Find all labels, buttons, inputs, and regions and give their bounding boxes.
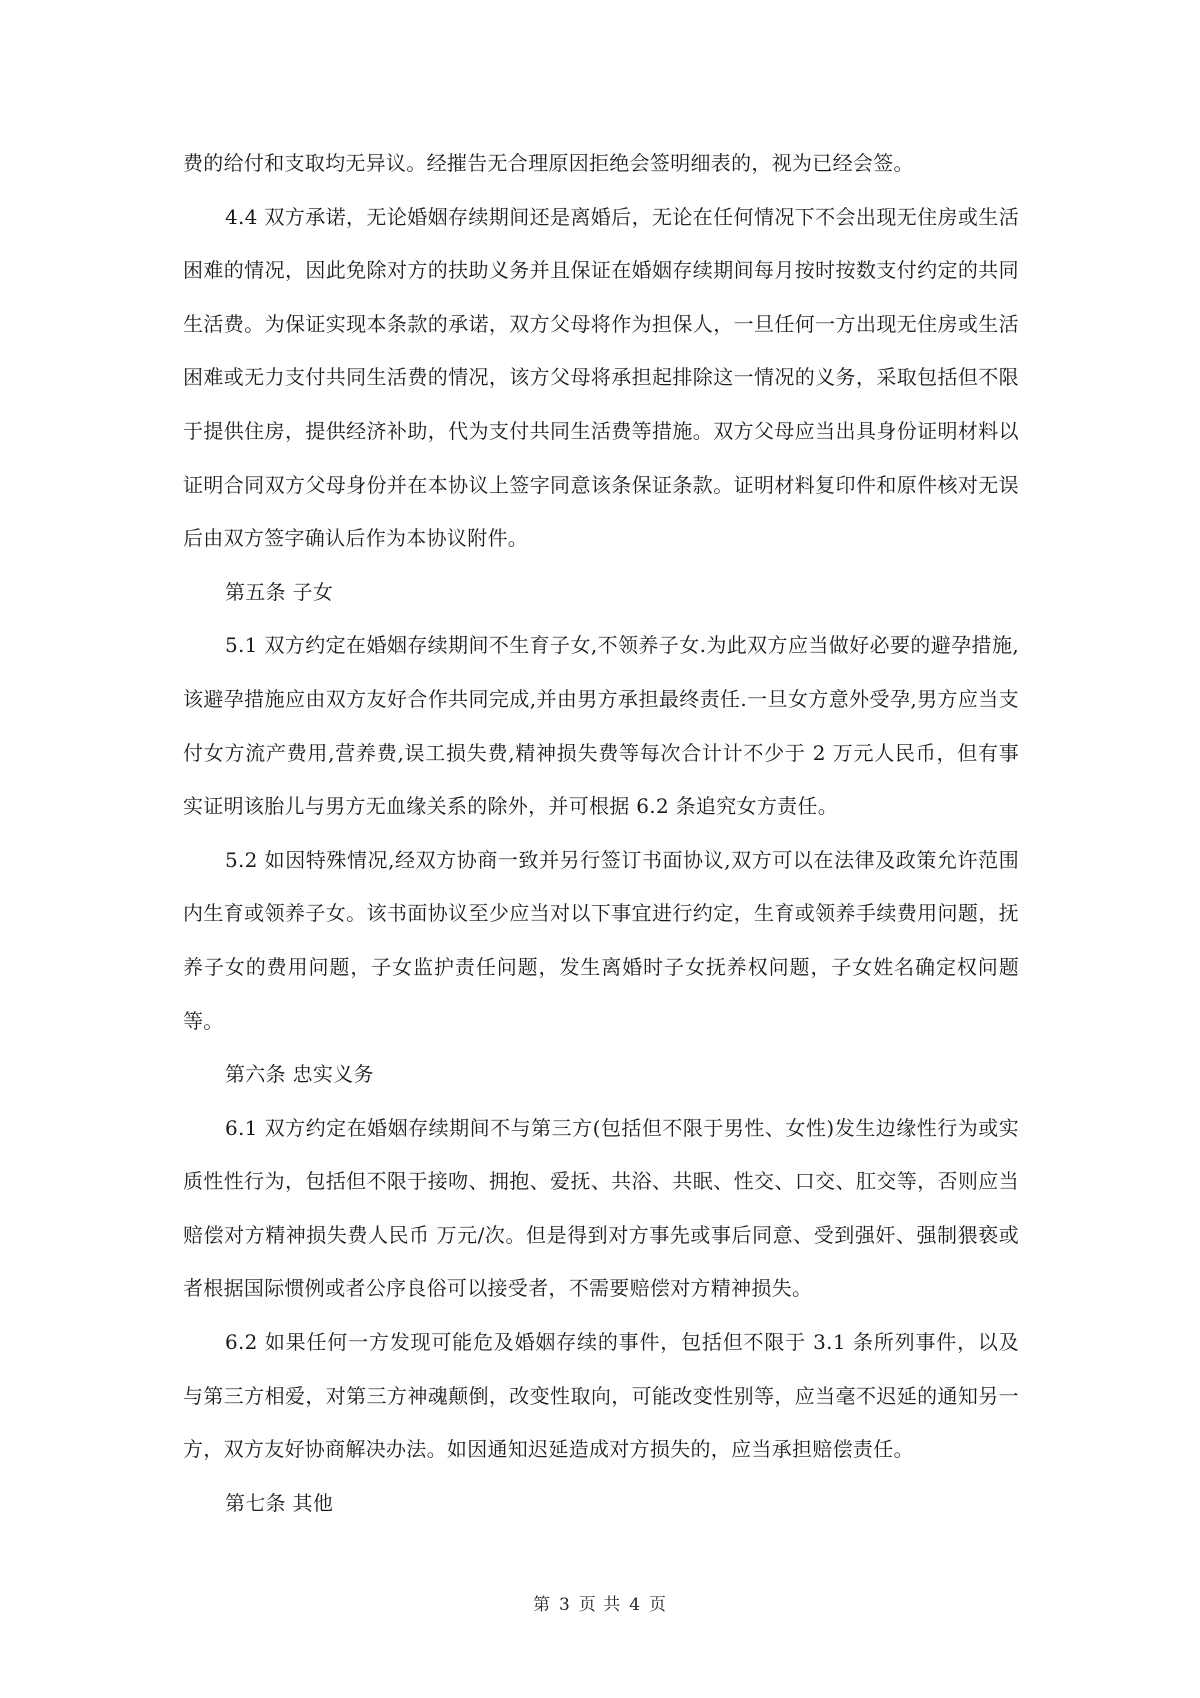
- paragraph-continuation: 费的给付和支取均无异议。经摧告无合理原因拒绝会签明细表的，视为已经会签。: [183, 151, 914, 175]
- page-footer: [0, 1590, 1200, 1615]
- paragraph-4-4: 4.4 双方承诺，无论婚姻存续期间还是离婚后，无论在任何情况下不会出现无住房或生活困难的情况，因此免除对方的扶助义务并且保证在婚姻存续期间每月按时按数支付约定的共同生活费。为保证实现本条款的承诺，双方父母将作为担保人，一旦任何一方出现无住房或生活困难或无力支付共同生活费的情况，该方父母将承担起排除这一情况的义务，采取包括但不限于提供住房，提供经济补助，代为支付共同生活费等措施。双方父母应当出具身份证明材料以证明合同双方父母身份并在本协议上签字同意该条保证条款。证明材料复印件和原件核对无误后由双方签字确认后作为本协议附件。: [183, 204, 1019, 551]
- article-5-heading: 第五条 子女: [225, 579, 334, 604]
- footer-middle: 页 共: [578, 1595, 622, 1615]
- paragraph-6-1: 6.1 双方约定在婚姻存续期间不与第三方(包括但不限于男性、女性)发生边缘性行为或实质性性行为，包括但不限于接吻、拥抱、爱抚、共浴、共眠、性交、口交、肛交等，否则应当赔偿对方精神损失费人民币 万元/次。但是得到对方事先或事后同意、受到强奸、强制猥亵或者根据国际惯例或者公序良俗可以接受者，不需要赔偿对方精神损失。: [183, 1115, 1019, 1301]
- article-7-heading: 第七条 其他: [225, 1490, 334, 1515]
- total-pages-number: 4: [629, 1595, 642, 1615]
- paragraph-6-2: 6.2 如果任何一方发现可能危及婚姻存续的事件，包括但不限于 3.1 条所列事件，以及与第三方相爱，对第三方神魂颠倒，改变性取向，可能改变性别等，应当毫不迟延的通知另一方，双方友好协商解决办法。如因通知迟延造成对方损失的，应当承担赔偿责任。: [183, 1330, 1019, 1462]
- current-page-number: 3: [558, 1595, 571, 1615]
- document-body: [183, 137, 1019, 1530]
- article-6-heading: 第六条 忠实义务: [225, 1062, 374, 1087]
- paragraph-5-2: 5.2 如因特殊情况,经双方协商一致并另行签订书面协议,双方可以在法律及政策允许范围内生育或领养子女。该书面协议至少应当对以下事宜进行约定，生育或领养手续费用问题，抚养子女的费用问题，子女监护责任问题，发生离婚时子女抚养权问题，子女姓名确定权问题等。: [183, 847, 1019, 1033]
- footer-prefix: 第: [532, 1595, 551, 1615]
- footer-suffix: 页: [649, 1595, 668, 1615]
- paragraph-5-1: 5.1 双方约定在婚姻存续期间不生育子女,不领养子女.为此双方应当做好必要的避孕措施,该避孕措施应由双方友好合作共同完成,并由男方承担最终责任.一旦女方意外受孕,男方应当支付女方流产费用,营养费,误工损失费,精神损失费等每次合计计不少于 2 万元人民币，但有事实证明该胎儿与男方无血缘关系的除外，并可根据 6.2 条追究女方责任。: [183, 633, 1019, 819]
